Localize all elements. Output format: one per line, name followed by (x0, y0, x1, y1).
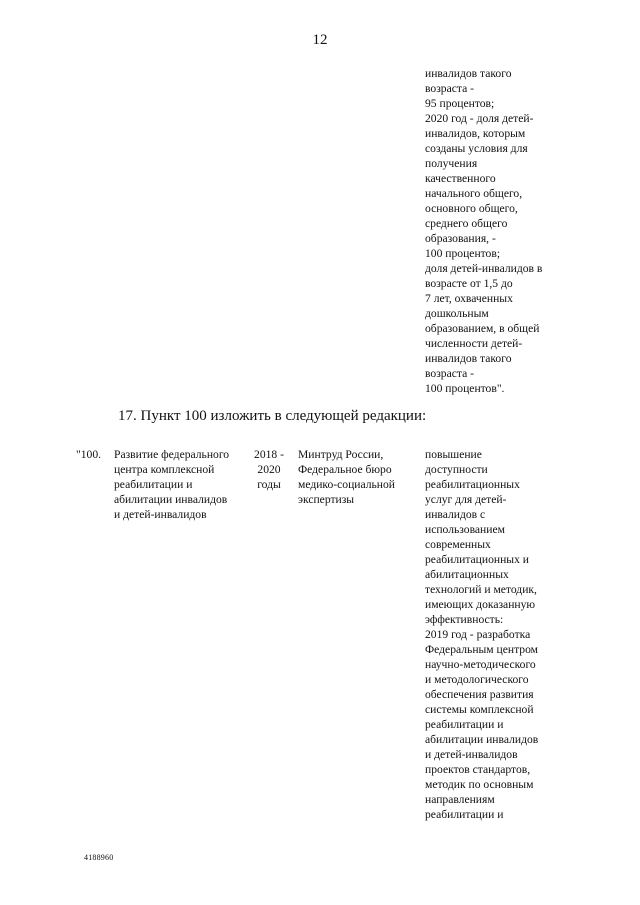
executor-line: Минтруд России, (298, 448, 384, 461)
executor-line: экспертизы (298, 493, 355, 506)
name-line: Развитие федерального (114, 448, 230, 461)
executor-cell (298, 447, 395, 507)
continuation-text (425, 66, 542, 396)
result-line: реабилитации и (425, 808, 504, 821)
continuation-line: возраста - (425, 367, 474, 380)
result-line: и детей-инвалидов (425, 748, 518, 761)
result-line: Федеральным центром (425, 643, 539, 656)
result-line: абилитации инвалидов (425, 733, 539, 746)
result-line: проектов стандартов, (425, 763, 531, 776)
result-line: 2019 год - разработка (425, 628, 531, 641)
continuation-line: 100 процентов; (425, 247, 501, 260)
result-line: эффективность: (425, 613, 504, 626)
continuation-line: численности детей- (425, 337, 523, 350)
continuation-line: инвалидов, которым (425, 127, 526, 140)
document-code: 4188960 (84, 853, 114, 862)
name-line: и детей-инвалидов (114, 508, 207, 521)
period-cell (246, 447, 292, 492)
name-line: центра комплексной (114, 463, 215, 476)
continuation-line: возрасте от 1,5 до (425, 277, 513, 290)
executor-line: Федеральное бюро (298, 463, 392, 476)
result-line: и методологического (425, 673, 529, 686)
result-line: имеющих доказанную (425, 598, 536, 611)
name-line: реабилитации и (114, 478, 193, 491)
period-line: годы (257, 478, 281, 491)
continuation-line: 100 процентов". (425, 382, 505, 395)
continuation-line: инвалидов такого (425, 352, 512, 365)
result-line: абилитационных (425, 568, 509, 581)
continuation-line: образованием, в общей (425, 322, 540, 335)
continuation-line: доля детей-инвалидов в (425, 262, 543, 275)
result-cell (425, 447, 538, 822)
continuation-line: 7 лет, охваченных (425, 292, 513, 305)
result-line: научно-методического (425, 658, 536, 671)
continuation-line: дошкольным (425, 307, 489, 320)
result-line: использованием (425, 523, 505, 536)
result-line: инвалидов с (425, 508, 486, 521)
result-line: обеспечения развития (425, 688, 534, 701)
continuation-line: образования, - (425, 232, 496, 245)
result-line: системы комплексной (425, 703, 534, 716)
page-number: 12 (312, 32, 328, 48)
continuation-line: инвалидов такого (425, 67, 512, 80)
continuation-line: возраста - (425, 82, 474, 95)
result-line: технологий и методик, (425, 583, 537, 596)
continuation-line: 95 процентов; (425, 97, 495, 110)
section-heading: 17. Пункт 100 изложить в следующей редакции: (118, 408, 427, 424)
continuation-line: начального общего, (425, 187, 523, 200)
result-line: повышение (425, 448, 482, 461)
continuation-line: созданы условия для (425, 142, 528, 155)
continuation-line: получения (425, 157, 478, 170)
result-line: методик по основным (425, 778, 534, 791)
name-line: абилитации инвалидов (114, 493, 228, 506)
executor-line: медико-социальной (298, 478, 396, 491)
result-line: направлениям (425, 793, 495, 806)
result-line: реабилитационных (425, 478, 520, 491)
measure-name-cell (114, 447, 229, 522)
continuation-line: 2020 год - доля детей- (425, 112, 534, 125)
result-line: реабилитационных и (425, 553, 529, 566)
period-line: 2020 (257, 463, 281, 476)
result-line: услуг для детей- (425, 493, 507, 506)
result-line: реабилитации и (425, 718, 504, 731)
period-line: 2018 - (254, 448, 284, 461)
result-line: современных (425, 538, 491, 551)
continuation-line: основного общего, (425, 202, 518, 215)
result-line: доступности (425, 463, 488, 476)
continuation-line: среднего общего (425, 217, 508, 230)
continuation-line: качественного (425, 172, 496, 185)
row-number: "100. (76, 448, 102, 461)
